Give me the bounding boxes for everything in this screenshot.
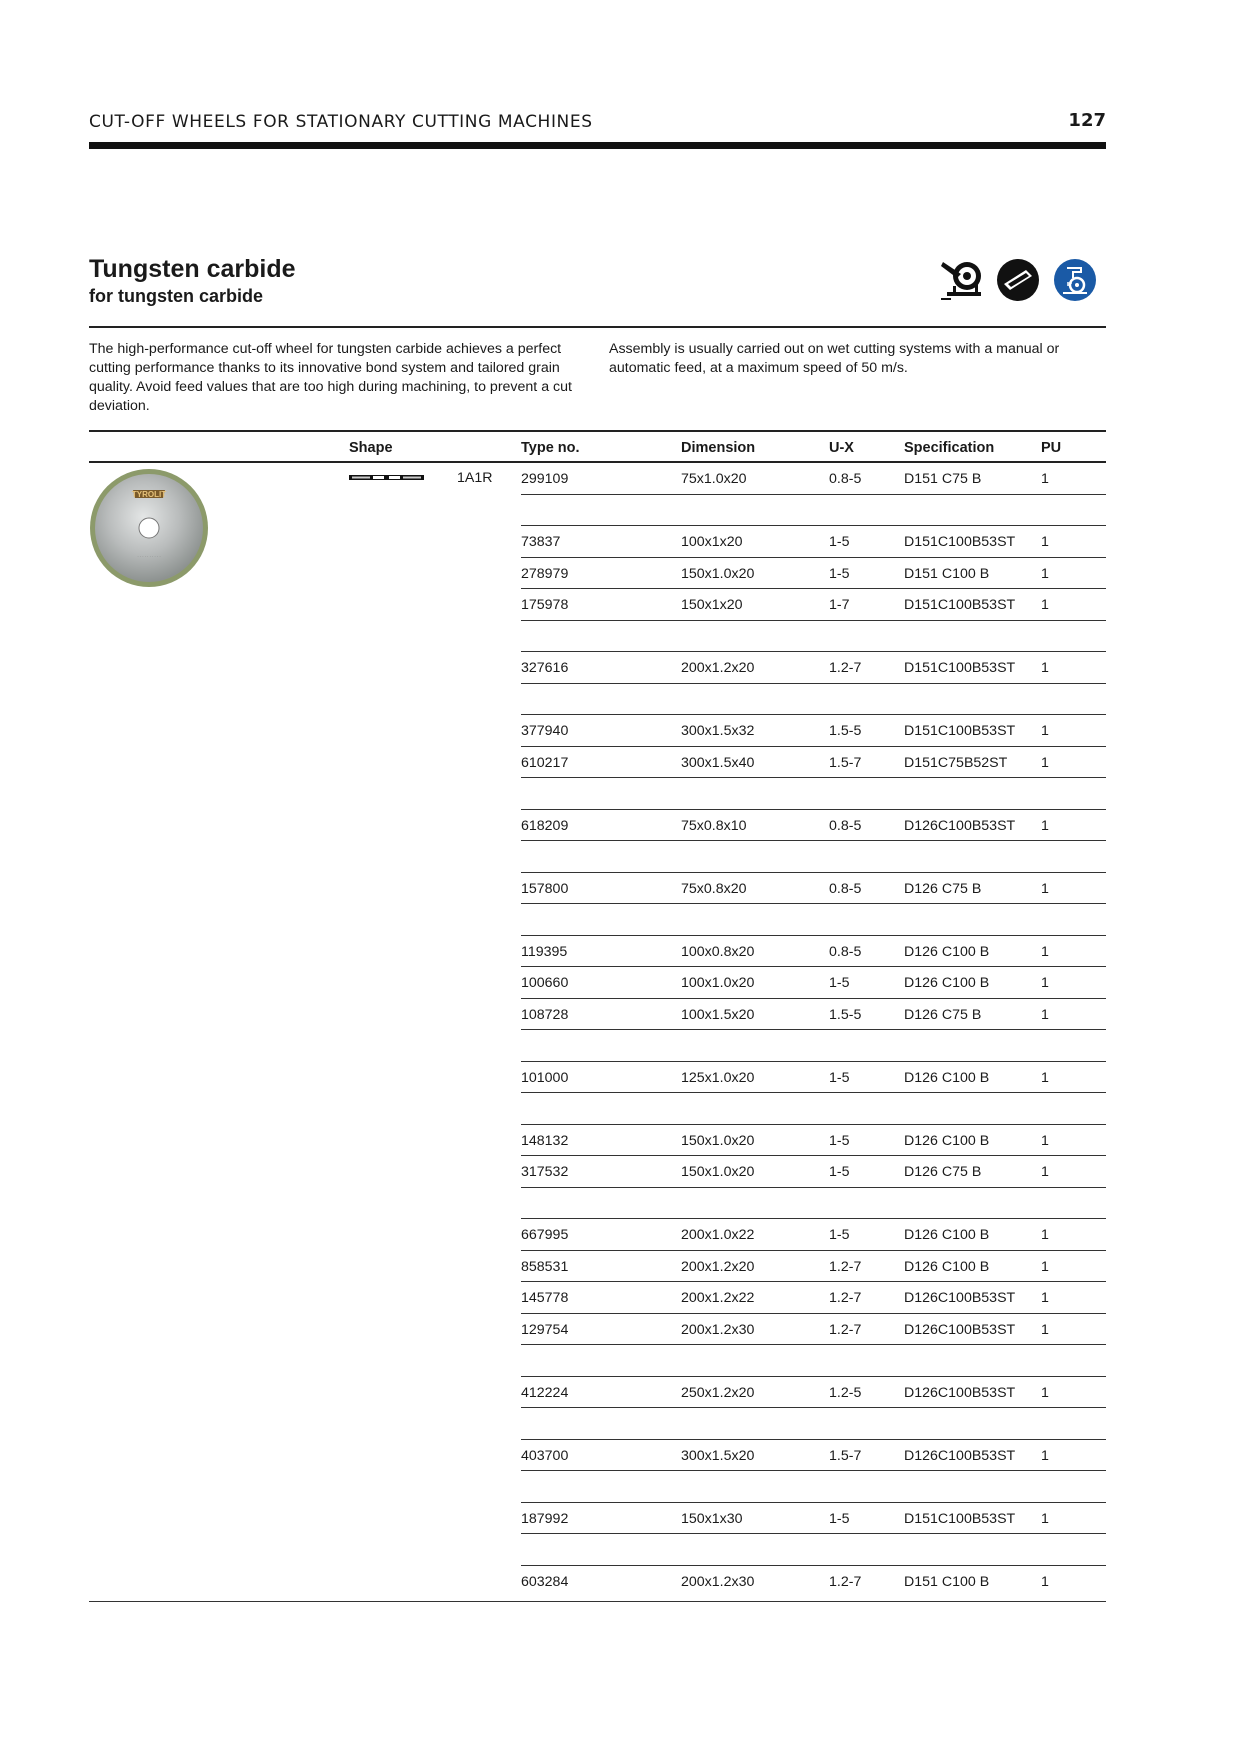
cell-u-x: 1.5-7 xyxy=(829,754,862,771)
cell-u-x: 1-5 xyxy=(829,1132,850,1149)
table-row xyxy=(0,1219,1240,1251)
cell-dimension: 125x1.0x20 xyxy=(681,1069,755,1086)
header-specification: Specification xyxy=(904,440,995,456)
cell-specification: D126 C100 B xyxy=(904,1132,990,1149)
table-row xyxy=(0,747,1240,779)
cell-type-no: 610217 xyxy=(521,754,569,771)
cell-specification: D126 C100 B xyxy=(904,1069,990,1086)
cell-dimension: 200x1.2x22 xyxy=(681,1290,755,1306)
cell-type-no: 667995 xyxy=(521,1227,569,1243)
cell-u-x: 1.5-5 xyxy=(829,1006,862,1023)
cell-u-x: 1.5-5 xyxy=(829,723,862,739)
table-row xyxy=(0,526,1240,558)
svg-text:· · · · · · · · · ·: · · · · · · · · · · xyxy=(137,554,161,559)
page-header xyxy=(89,112,1106,136)
cell-type-no: 129754 xyxy=(521,1321,569,1338)
table-spacer-row xyxy=(0,1534,1240,1566)
table-spacer-row xyxy=(0,495,1240,527)
table-row xyxy=(0,1377,1240,1409)
cell-dimension: 300x1.5x32 xyxy=(681,723,755,739)
cell-u-x: 1.2-7 xyxy=(829,1258,862,1275)
cell-specification: D126 C100 B xyxy=(904,975,990,991)
cell-u-x: 1.2-7 xyxy=(829,660,862,676)
cell-u-x: 0.8-5 xyxy=(829,817,862,834)
cell-dimension: 200x1.2x30 xyxy=(681,1573,755,1590)
cell-specification: D151 C75 B xyxy=(904,471,982,487)
cell-u-x: 1.2-7 xyxy=(829,1321,862,1338)
table-row xyxy=(0,936,1240,968)
cell-type-no: 278979 xyxy=(521,565,569,582)
header-shape: Shape xyxy=(349,440,393,456)
cell-specification: D126 C75 B xyxy=(904,880,982,897)
cell-u-x: 1.2-7 xyxy=(829,1573,862,1590)
table-spacer-row xyxy=(0,1188,1240,1220)
cell-dimension: 150x1.0x20 xyxy=(681,1164,755,1180)
cell-pu: 1 xyxy=(1041,1290,1049,1306)
cell-u-x: 1.2-7 xyxy=(829,1290,862,1306)
cell-u-x: 1-5 xyxy=(829,1069,850,1086)
shape-code: 1A1R xyxy=(457,470,493,486)
cell-pu: 1 xyxy=(1041,597,1049,613)
table-row xyxy=(0,1314,1240,1346)
cell-type-no: 327616 xyxy=(521,660,569,676)
table-row xyxy=(0,999,1240,1031)
table-row xyxy=(0,1503,1240,1535)
cell-type-no: 157800 xyxy=(521,880,569,897)
cell-u-x: 1-5 xyxy=(829,975,850,991)
table-spacer-row xyxy=(0,1030,1240,1062)
cell-type-no: 73837 xyxy=(521,534,561,550)
table-header xyxy=(89,432,1106,461)
cell-dimension: 200x1.2x20 xyxy=(681,1258,755,1275)
cell-specification: D151C100B53ST xyxy=(904,723,1016,739)
cell-dimension: 200x1.2x20 xyxy=(681,660,755,676)
title-rule xyxy=(89,326,1106,328)
cell-dimension: 150x1x30 xyxy=(681,1510,743,1527)
table-bottom-rule xyxy=(89,1601,1106,1602)
cell-u-x: 0.8-5 xyxy=(829,471,862,487)
cell-dimension: 150x1.0x20 xyxy=(681,1132,755,1149)
cell-specification: D151C100B53ST xyxy=(904,1510,1016,1527)
cell-dimension: 75x0.8x20 xyxy=(681,880,747,897)
cell-specification: D126C100B53ST xyxy=(904,817,1016,834)
table-row xyxy=(0,652,1240,684)
cell-pu: 1 xyxy=(1041,1006,1049,1023)
cell-specification: D126C100B53ST xyxy=(904,1290,1016,1306)
header-pu: PU xyxy=(1041,440,1062,456)
table-row xyxy=(0,1440,1240,1472)
cell-type-no: 603284 xyxy=(521,1573,569,1590)
cell-dimension: 300x1.5x20 xyxy=(681,1447,755,1464)
application-icons xyxy=(939,258,1106,308)
table-row xyxy=(0,810,1240,842)
cell-dimension: 150x1.0x20 xyxy=(681,565,755,582)
header-rule xyxy=(89,142,1106,149)
wet-cut-icon xyxy=(1053,258,1097,302)
cell-type-no: 412224 xyxy=(521,1384,569,1401)
table-row xyxy=(0,589,1240,621)
cell-pu: 1 xyxy=(1041,534,1049,550)
cell-pu: 1 xyxy=(1041,975,1049,991)
cell-specification: D151C100B53ST xyxy=(904,534,1016,550)
cell-pu: 1 xyxy=(1041,1321,1049,1338)
cell-type-no: 148132 xyxy=(521,1132,569,1149)
cell-type-no: 377940 xyxy=(521,723,569,739)
cell-pu: 1 xyxy=(1041,1227,1049,1243)
cell-pu: 1 xyxy=(1041,660,1049,676)
cell-type-no: 299109 xyxy=(521,471,569,487)
cell-pu: 1 xyxy=(1041,754,1049,771)
cell-pu: 1 xyxy=(1041,1164,1049,1180)
product-subtitle: for tungsten carbide xyxy=(89,286,264,306)
cell-dimension: 250x1.2x20 xyxy=(681,1384,755,1401)
cell-pu: 1 xyxy=(1041,1384,1049,1401)
cell-dimension: 100x1x20 xyxy=(681,534,743,550)
cell-type-no: 108728 xyxy=(521,1006,569,1023)
table-row xyxy=(0,1062,1240,1094)
cell-type-no: 101000 xyxy=(521,1069,569,1086)
table-row xyxy=(0,558,1240,590)
cell-u-x: 1.5-7 xyxy=(829,1447,862,1464)
cell-specification: D151C75B52ST xyxy=(904,754,1008,771)
cell-specification: D126C100B53ST xyxy=(904,1447,1016,1464)
cell-pu: 1 xyxy=(1041,471,1049,487)
cell-specification: D151C100B53ST xyxy=(904,660,1016,676)
cell-dimension: 300x1.5x40 xyxy=(681,754,755,771)
table-spacer-row xyxy=(0,684,1240,716)
cell-dimension: 100x1.5x20 xyxy=(681,1006,755,1023)
cell-pu: 1 xyxy=(1041,817,1049,834)
cell-type-no: 858531 xyxy=(521,1258,569,1275)
cell-specification: D151 C100 B xyxy=(904,1573,990,1590)
dry-cut-icon xyxy=(996,258,1040,302)
table-spacer-row xyxy=(0,841,1240,873)
table-spacer-row xyxy=(0,1408,1240,1440)
cell-pu: 1 xyxy=(1041,1447,1049,1464)
table-spacer-row xyxy=(0,904,1240,936)
title-block xyxy=(89,254,296,308)
cell-dimension: 75x1.0x20 xyxy=(681,471,747,487)
cell-type-no: 317532 xyxy=(521,1164,569,1180)
table-row xyxy=(0,1251,1240,1283)
cell-dimension: 100x0.8x20 xyxy=(681,943,755,960)
table-spacer-row xyxy=(0,621,1240,653)
cell-specification: D151 C100 B xyxy=(904,565,990,582)
cell-pu: 1 xyxy=(1041,1069,1049,1086)
product-title: Tungsten carbide xyxy=(89,255,296,283)
cell-type-no: 119395 xyxy=(521,943,568,960)
cell-u-x: 0.8-5 xyxy=(829,880,862,897)
cell-pu: 1 xyxy=(1041,880,1049,897)
table-row xyxy=(0,1125,1240,1157)
cell-specification: D151C100B53ST xyxy=(904,597,1016,613)
cell-type-no: 175978 xyxy=(521,597,569,613)
table-spacer-row xyxy=(0,1093,1240,1125)
cell-dimension: 150x1x20 xyxy=(681,597,743,613)
header-dimension: Dimension xyxy=(681,440,756,456)
table-row xyxy=(0,463,1240,495)
cell-u-x: 1-5 xyxy=(829,1164,850,1180)
wheel-brand-text: TYROLIT xyxy=(131,490,167,499)
cell-pu: 1 xyxy=(1041,1258,1049,1275)
cell-specification: D126C100B53ST xyxy=(904,1321,1016,1338)
cell-pu: 1 xyxy=(1041,1510,1049,1527)
cell-specification: D126 C100 B xyxy=(904,943,990,960)
table-row xyxy=(0,1156,1240,1188)
cell-type-no: 145778 xyxy=(521,1290,569,1306)
cell-type-no: 403700 xyxy=(521,1447,569,1464)
cell-dimension: 75x0.8x10 xyxy=(681,817,747,834)
cell-u-x: 1-5 xyxy=(829,1227,850,1243)
cell-dimension: 100x1.0x20 xyxy=(681,975,755,991)
page-number: 127 xyxy=(1068,110,1106,131)
description-left: The high-performance cut-off wheel for tungsten carbide achieves a perfect cutting performance thanks to its innovative bond system and tailored grain quality. Avoid feed values that are too high during machining, to prevent a cut deviation. xyxy=(89,341,572,414)
table-spacer-row xyxy=(0,1471,1240,1503)
cell-u-x: 1-5 xyxy=(829,1510,850,1527)
cell-type-no: 100660 xyxy=(521,975,569,991)
cell-pu: 1 xyxy=(1041,943,1049,960)
table-row xyxy=(0,967,1240,999)
cell-specification: D126C100B53ST xyxy=(904,1384,1016,1401)
header-type-no: Type no. xyxy=(521,440,580,456)
cell-u-x: 1.2-5 xyxy=(829,1384,862,1401)
cell-u-x: 1-5 xyxy=(829,565,850,582)
cell-type-no: 618209 xyxy=(521,817,569,834)
cut-off-machine-icon xyxy=(939,258,983,302)
cell-type-no: 187992 xyxy=(521,1510,569,1527)
cell-pu: 1 xyxy=(1041,723,1049,739)
cell-specification: D126 C75 B xyxy=(904,1006,982,1023)
cell-pu: 1 xyxy=(1041,1573,1049,1590)
header-ux: U-X xyxy=(829,440,854,456)
table-row xyxy=(0,873,1240,905)
table-row xyxy=(0,1282,1240,1314)
cell-pu: 1 xyxy=(1041,565,1049,582)
cell-specification: D126 C100 B xyxy=(904,1258,990,1275)
cell-dimension: 200x1.0x22 xyxy=(681,1227,755,1243)
table-row xyxy=(0,715,1240,747)
cell-u-x: 1-5 xyxy=(829,534,850,550)
table-spacer-row xyxy=(0,778,1240,810)
cell-pu: 1 xyxy=(1041,1132,1049,1149)
cell-specification: D126 C100 B xyxy=(904,1227,990,1243)
cell-u-x: 0.8-5 xyxy=(829,943,862,960)
cell-specification: D126 C75 B xyxy=(904,1164,982,1180)
table-spacer-row xyxy=(0,1345,1240,1377)
description-right: Assembly is usually carried out on wet cutting systems with a manual or automatic feed, at a maximum speed of 50 m/s. xyxy=(609,341,1060,376)
cell-u-x: 1-7 xyxy=(829,597,850,613)
table-row xyxy=(0,1566,1240,1598)
section-title: CUT-OFF WHEELS FOR STATIONARY CUTTING MACHINES xyxy=(89,112,593,132)
cell-dimension: 200x1.2x30 xyxy=(681,1321,755,1338)
